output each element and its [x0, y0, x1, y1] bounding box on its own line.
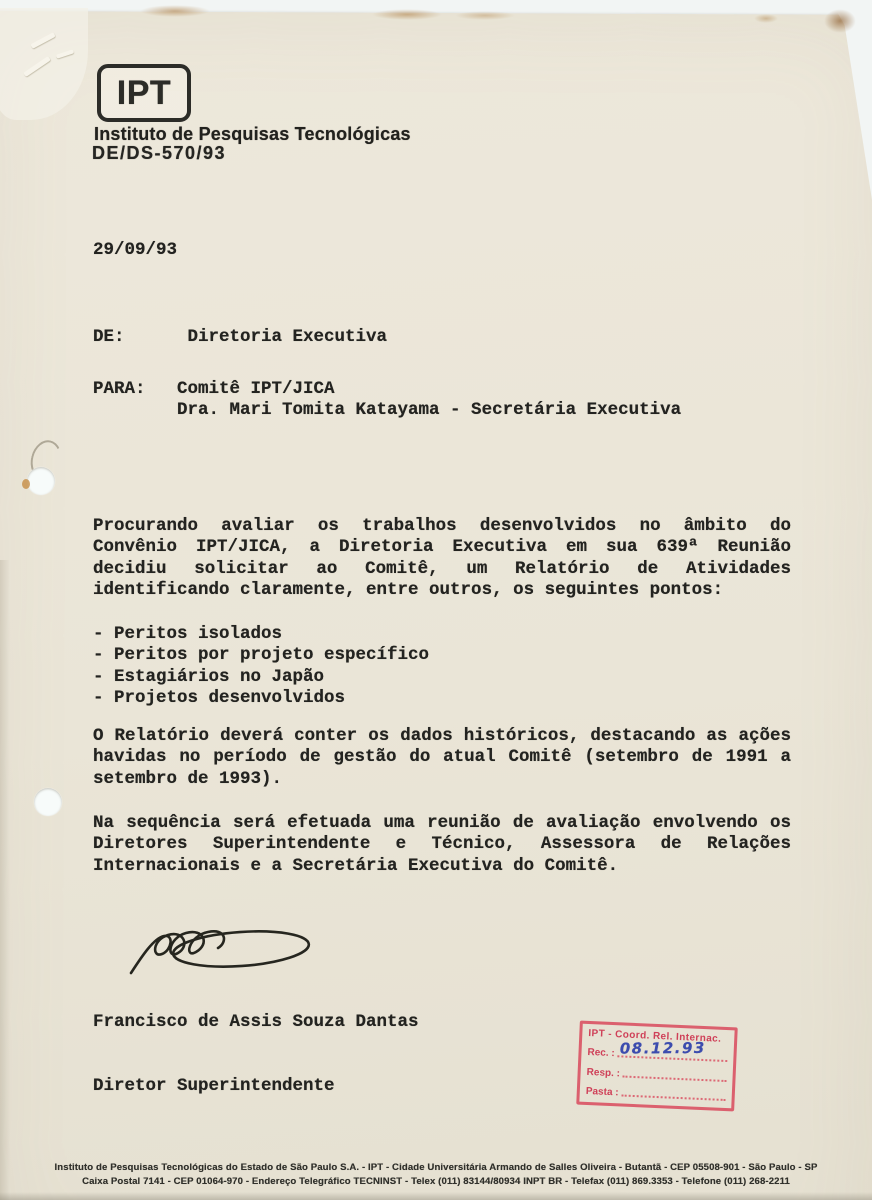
text-line: O Relatório deverá conter os dados históricos, destacando as ações	[93, 726, 791, 746]
reference-number: DE/DS-570/93	[92, 143, 227, 163]
letterhead-footer	[0, 1161, 872, 1188]
text-line: setembro de 1993).	[93, 768, 283, 789]
stamp-dotted-line	[623, 1075, 727, 1082]
footer-line-2: Caixa Postal 7141 - CEP 01064-970 - Endereço Telegráfico TECNINST - Telex (011) 83144/80934 INPT BR - Telefax (011) 869.3353 - Telefone (011) 268-2211	[82, 1175, 790, 1187]
signatory-title: Diretor Superintendente	[93, 1076, 335, 1097]
stamp-dotted-line	[621, 1094, 725, 1101]
text-line: Na sequência será efetuada uma reunião de avaliação envolvendo os	[93, 813, 791, 833]
text-line: - Peritos por projeto específico	[93, 645, 430, 666]
from-line: DE: Diretoria Executiva	[93, 327, 388, 347]
handwritten-date: 08.12.93	[619, 1039, 706, 1058]
text-line: Procurando avaliar os trabalhos desenvolvidos no âmbito do	[93, 516, 791, 536]
ipt-logo-text: IPT	[116, 74, 172, 112]
text-line: Dra. Mari Tomita Katayama - Secretária Executiva	[93, 400, 682, 421]
body-paragraph-2	[93, 726, 791, 790]
stamp-rec-row	[587, 1039, 728, 1064]
topics-list	[93, 624, 429, 710]
text-line: havidas no período de gestão do atual Comitê (setembro de 1991 a	[93, 747, 791, 768]
body-paragraph-3	[93, 813, 791, 877]
text-line: Internacionais e a Secretária Executiva do Comitê.	[93, 855, 619, 876]
bottom-scan-shadow	[0, 1192, 872, 1200]
footer-line-1: Instituto de Pesquisas Tecnológicas do Estado de São Paulo S.A. - IPT - Cidade Universitária Armando de Salles Oliveira - Butantã - CEP 05508-901 - São Paulo - SP	[54, 1162, 818, 1173]
body-paragraph-1	[93, 516, 791, 602]
institute-name: Instituto de Pesquisas Tecnológicas	[94, 124, 411, 144]
received-stamp	[576, 1021, 738, 1112]
to-block	[93, 379, 681, 422]
text-line: decidiu solicitar ao Comitê, um Relatório de Atividades	[93, 558, 791, 579]
text-line: identificando claramente, entre outros, os seguintes pontos:	[93, 580, 724, 601]
text-line: Convênio IPT/JICA, a Diretoria Executiva em sua 639ª Reunião	[93, 537, 791, 558]
text-line: - Estagiários no Japão	[93, 666, 325, 687]
text-line: Diretores Superintendente e Técnico, Assessora de Relações	[93, 834, 791, 855]
ipt-logo	[97, 64, 191, 122]
stamp-resp-row	[586, 1062, 727, 1084]
letter-date: 29/09/93	[93, 240, 178, 260]
signatory-block	[93, 969, 419, 1140]
stamp-rec-label: Rec. :	[587, 1047, 615, 1060]
stamp-pasta-row	[586, 1081, 727, 1103]
stamp-pasta-label: Pasta :	[585, 1085, 619, 1099]
text-line: - Peritos isolados	[93, 624, 283, 644]
stamp-header: IPT - Coord. Rel. Internac.	[588, 1027, 722, 1045]
text-line: - Projetos desenvolvidos	[93, 688, 346, 709]
signatory-name: Francisco de Assis Souza Dantas	[93, 1011, 419, 1032]
text-line: PARA: Comitê IPT/JICA	[93, 379, 335, 399]
stamp-resp-label: Resp. :	[586, 1066, 621, 1080]
